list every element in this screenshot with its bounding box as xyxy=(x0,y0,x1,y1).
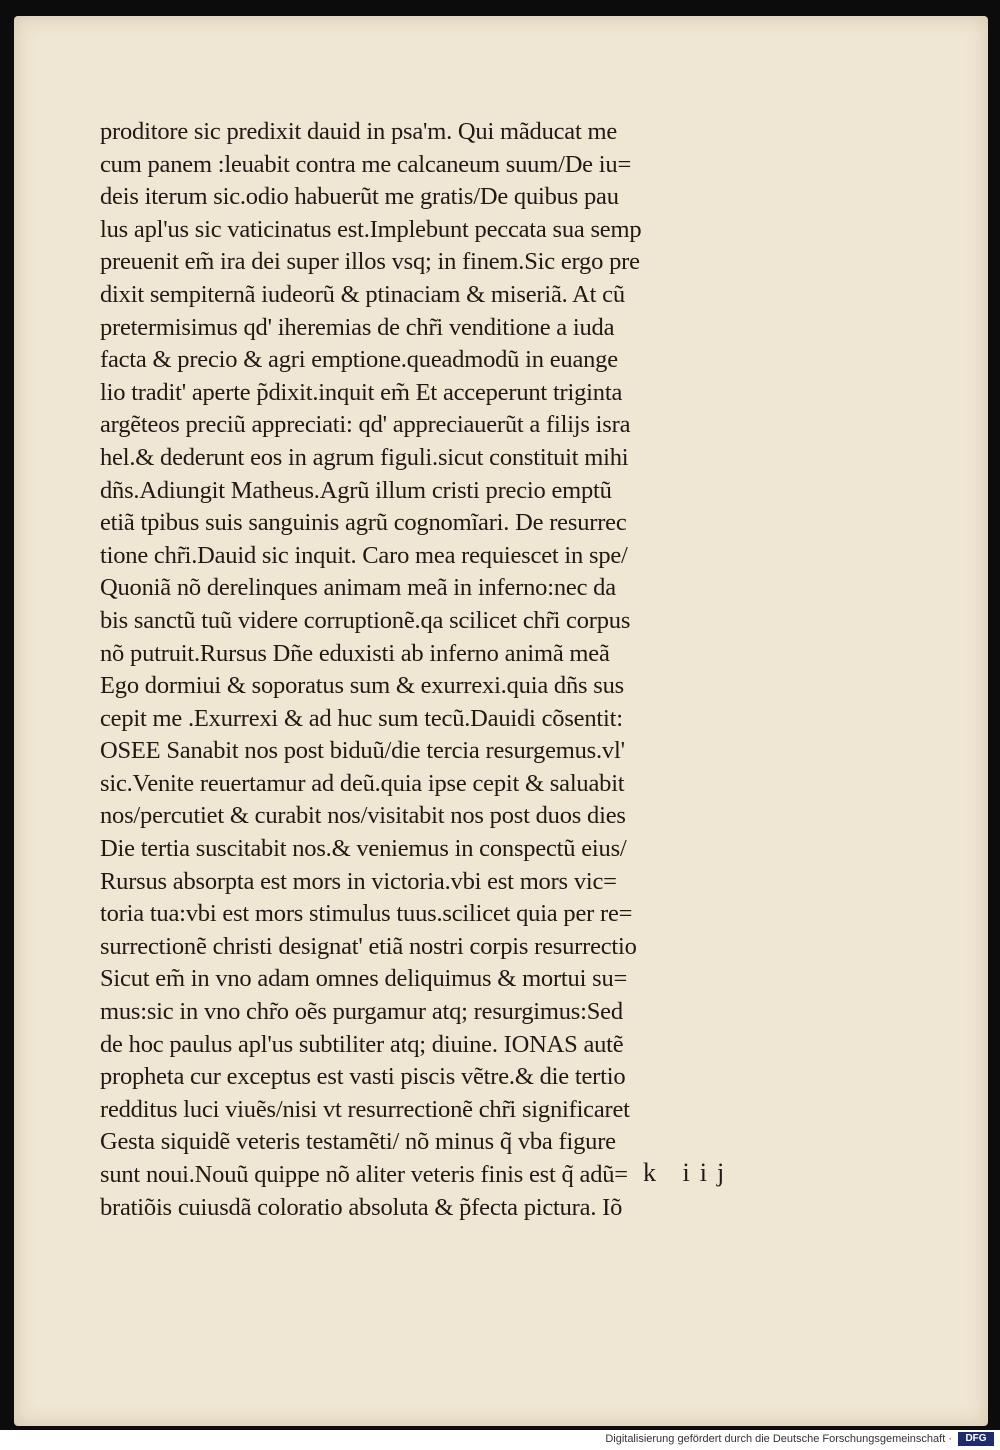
dfg-logo: DFG xyxy=(958,1432,994,1446)
text-line: toria tua:vbi est mors stimulus tuus.scilicet quia per re= xyxy=(100,900,633,928)
text-line: deis iterum sic.odio habuerũt me gratis/De quibus pau xyxy=(100,183,619,211)
text-line: cum panem :leuabit contra me calcaneum suum/De iu= xyxy=(100,150,632,178)
text-line: tione chr̃i.Dauid sic inquit. Caro mea requiescet in spe/ xyxy=(100,541,628,569)
text-line: bratiõis cuiusdã coloratio absoluta & p̃fecta pictura. Iõ xyxy=(100,1193,623,1221)
text-line: Ego dormiui & soporatus sum & exurrexi.quia dñs sus xyxy=(100,672,624,700)
text-line: bis sanctũ tuũ videre corruptionẽ.qa scilicet chr̃i corpus xyxy=(100,606,631,634)
text-line: surrectionẽ christi designat' etiã nostri corpis resurrectio xyxy=(100,932,637,960)
text-line: lus apl'us sic vaticinatus est.Implebunt peccata sua semp xyxy=(100,215,642,243)
text-line: propheta cur exceptus est vasti piscis vẽtre.& die tertio xyxy=(100,1063,626,1091)
text-line: lio tradit' aperte p̃dixit.inquit em̃ Et acceperunt triginta xyxy=(100,378,623,406)
text-line: nos/percutiet & curabit nos/visitabit nos post duos dies xyxy=(100,802,626,830)
text-line: cepit me .Exurrexi & ad huc sum tecũ.Dauidi cõsentit: xyxy=(100,704,623,732)
text-line: preuenit em̃ ira dei super illos vsq; in finem.Sic ergo pre xyxy=(100,248,640,276)
text-line: argẽteos preciũ appreciati: qd' appreciauerũt a filijs isra xyxy=(100,411,631,439)
text-line: Rursus absorpta est mors in victoria.vbi est mors vic= xyxy=(100,867,617,895)
text-line: proditore sic predixit dauid in psa'm. Qui mãducat me xyxy=(100,118,618,145)
book-page xyxy=(14,16,988,1426)
text-line: redditus luci viuẽs/nisi vt resurrectionẽ chr̃i significaret xyxy=(100,1095,630,1123)
signature-mark: k iij xyxy=(643,1158,735,1187)
text-line: pretermisimus qd' iheremias de chr̃i venditione a iuda xyxy=(100,313,615,341)
text-line: Quoniã nõ derelinques animam meã in inferno:nec da xyxy=(100,574,616,602)
text-line: nõ putruit.Rursus Dñe eduxisti ab inferno animã meã xyxy=(100,639,610,667)
text-line: mus:sic in vno chr̃o oẽs purgamur atq; resurgimus:Sed xyxy=(100,998,623,1026)
text-line: sunt noui.Nouũ quippe nõ aliter veteris finis est q̃ adũ= xyxy=(100,1161,628,1188)
text-line: dixit sempiternã iudeorũ & ptinaciam & miseriã. At cũ xyxy=(100,280,625,308)
text-line: dñs.Adiungit Matheus.Agrũ illum cristi precio emptũ xyxy=(100,476,612,504)
text-line: Die tertia suscitabit nos.& veniemus in conspectũ eius/ xyxy=(100,835,627,863)
text-line: facta & precio & agri emptione.queadmodũ in euange xyxy=(100,346,618,374)
text-line: etiã tpibus suis sanguinis agrũ cognomĩari. De resurrec xyxy=(100,509,627,537)
funding-credit: Digitalisierung gefördert durch die Deutsche Forschungsgemeinschaft · xyxy=(605,1433,952,1445)
text-line: Sicut em̃ in vno adam omnes deliquimus & mortui su= xyxy=(100,965,628,993)
text-line: hel.& dederunt eos in agrum figuli.sicut constituit mihi xyxy=(100,443,629,471)
text-line: OSEE Sanabit nos post biduũ/die tercia resurgemus.vl' xyxy=(100,737,625,765)
text-line: sic.Venite reuertamur ad deũ.quia ipse cepit & saluabit xyxy=(100,769,625,797)
text-line: Gesta siquidẽ veteris testamẽti/ nõ minus q̃ vba figure xyxy=(100,1128,616,1156)
page-text xyxy=(100,116,790,1224)
text-line: de hoc paulus apl'us subtiliter atq; diuine. IONAS autẽ xyxy=(100,1030,624,1058)
